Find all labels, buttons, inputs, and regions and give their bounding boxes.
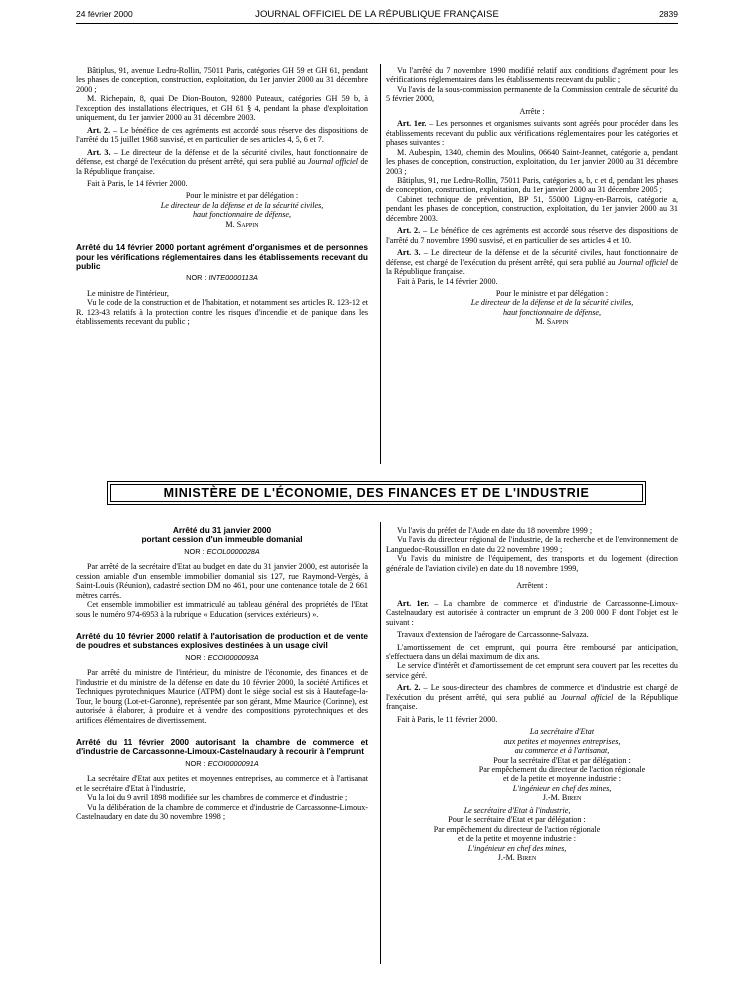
article-3: Art. 3. – Le directeur de la défense et de la sécurité civiles, haut fonctionnaire de défense, est chargé de l'exécution du présent arrêté, qui sera publié au Journal officiel de la République française. [386,248,679,277]
signature-line: et de la petite et moyenne industrie : [503,774,621,784]
page-header [76,9,678,23]
ministry-banner-title: MINISTÈRE DE L'ÉCONOMIE, DES FINANCES ET DE L'INDUSTRIE [110,484,643,502]
paragraph: L'amortissement de cet emprunt, qui pourra être remboursé par anticipation, s'effectuera dans un délai maximum de dix ans. [386,642,678,661]
nor-reference: NOR : INTE0000113A [186,273,258,283]
paragraph: La secrétaire d'Etat aux petites et moyennes entreprises, au commerce et à l'artisanat et le secrétaire d'Etat à l'industrie, [76,774,368,793]
signature-line: Le directeur de la défense et de la sécurité civiles, [470,298,634,308]
signature-line: Pour le ministre et par délégation : [185,191,299,201]
nor-reference: NOR : ECOL0000028A [184,546,260,556]
done-at: Fait à Paris, le 14 février 2000. [87,178,188,188]
paragraph: Par arrêté de la secrétaire d'Etat au budget en date du 31 janvier 2000, est autorisée la cession amiable d'un ensemble immobilier domanial sis 127, rue Raymond-Vergès, à Saint-Louis (Réunion), cadastré section DM no 461, pour une contenance totale de 2 661 mètres carrés. [76,562,368,600]
paragraph: Vu l'arrêté du 7 novembre 1990 modifié relatif aux conditions d'agrément pour les vérifications réglementaires dans les établissements recevant du public ; [386,66,678,85]
signatory-name: M. Sappin [225,219,259,229]
signature-line: Le directeur de la défense et de la sécurité civiles, [160,200,324,210]
article-2: Art. 2. – Le bénéfice de ces agréments est accordé sous réserve des dispositions de l'arrêté du 7 novembre 1990 susvisé, et en particulier de ses articles 4 et 10. [386,226,678,245]
signature-line: haut fonctionnaire de défense, [502,307,602,317]
signature-line: Pour le secrétaire d'Etat et par délégation : [448,815,586,825]
paragraph: Travaux d'extension de l'aérogare de Carcassonne-Salvaza. [397,630,589,640]
ministry-banner [107,481,646,505]
signature-line: haut fonctionnaire de défense, [192,210,292,220]
done-at: Fait à Paris, le 11 février 2000. [397,714,498,724]
signature-line: L'ingénieur en chef des mines, [512,783,612,793]
bottom-right-column [386,526,678,863]
signature-line: Par empêchement du directeur de l'action régionale [478,764,646,774]
paragraph: Vu l'avis du préfet de l'Aude en date du 18 novembre 1999 ; [397,526,593,535]
paragraph: Vu l'avis du directeur régional de l'industrie, de la recherche et de l'environnement de Languedoc-Roussillon en date du 22 novembre 1999 ; [386,535,678,554]
signatory-name: J.-M. Biren [497,853,537,863]
header-rule [76,23,678,24]
paragraph: Bâtiplus, 91, rue Ledru-Rollin, 75011 Paris, catégories a, b, c et d, pendant les phases de conception, construction, exploitation, du 1er janvier 2000 au 31 décembre 2005 ; [386,175,678,195]
decree-title: Arrêté du 14 février 2000 portant agrément d'organismes et de personnes pour les vérifications réglementaires dans les établissements recevant du public [76,242,368,272]
signature-line: aux petites et moyennes entreprises, [503,736,621,746]
signature-line: Pour le ministre et par délégation : [495,288,609,298]
paragraph: Le ministre de l'intérieur, [87,288,169,298]
paragraph: Vu l'avis du ministre de l'équipement, des transports et du logement (direction générale de l'aviation civile) en date du 18 novembre 1999, [386,554,678,573]
decrees-word: Arrête : [519,106,545,116]
paragraph: Vu l'avis de la sous-commission permanente de la Commission centrale de sécurité du 5 février 2000, [386,84,678,104]
paragraph: Bâtiplus, 91, avenue Ledru-Rollin, 75011 Paris, catégories GH 59 et GH 61, pendant les phases de conception, construction, exploitation, du 1er janvier 2000 au 31 décembre 2000 ; [76,66,368,94]
nor-reference: NOR : ECOI0000093A [185,652,259,662]
article-1: Art. 1er. – Les personnes et organismes suivants sont agréés pour procéder dans les établissements recevant du public aux vérifications réglementaires pour les catégories et phases suivantes : [386,119,678,148]
paragraph: Vu la loi du 9 avril 1898 modifiée sur les chambres de commerce et d'industrie ; [87,793,348,803]
article-2: Art. 2. – Le sous-directeur des chambres de commerce et d'industrie est chargé de l'exécution du présent arrêté, qui sera publié au Journal officiel de la République française. [386,683,679,712]
done-at: Fait à Paris, le 14 février 2000. [397,276,498,286]
decree-title: Arrêté du 11 février 2000 autorisant la chambre de commerce et d'industrie de Carcassonne-Limoux-Castelnaudary à recourir à l'emprunt [76,736,368,757]
paragraph: Cabinet technique de prévention, BP 51, 55000 Ligny-en-Barrois, catégorie a, pendant les phases de conception, construction, exploitation, du 1er janvier 2000 au 31 décembre 2003. [386,194,678,223]
paragraph: Cet ensemble immobilier est immatriculé au tableau général des propriétés de l'Etat sous le numéro 974-6953 à la rubrique « Education (services extérieurs) ». [76,600,368,619]
paragraph: M. Aubespin, 1340, chemin des Moulins, 06640 Saint-Jeannet, catégorie a, pendant les phases de conception, construction, exploitation, du 1er janvier 2000 au 31 décembre 2003 ; [386,147,678,176]
column-separator [380,64,381,464]
decree-title: Arrêté du 10 février 2000 relatif à l'autorisation de production et de vente de poudres et substances explosives destinées à un usage civil [76,630,368,651]
signatory-name: J.-M. Biren [542,793,582,803]
top-right-column [386,66,678,327]
column-separator [380,522,381,964]
signature-line: Le secrétaire d'Etat à l'industrie, [463,805,571,815]
bottom-left-column [76,526,368,822]
signature-line: Pour la secrétaire d'Etat et par délégation : [493,755,631,765]
signature-line: L'ingénieur en chef des mines, [467,843,567,853]
signature-line: et de la petite et moyenne industrie : [458,834,576,844]
top-left-column [76,66,368,327]
article-1: Art. 1er. – La chambre de commerce et d'industrie de Carcassonne-Limoux-Castelnaudary est autorisée à contracter un emprunt de 3 200 000 F dont l'objet est le suivant : [386,598,678,627]
nor-reference: NOR : ECOI0000091A [185,758,259,768]
signatory-name: M. Sappin [535,317,569,327]
signature-line: La secrétaire d'Etat [529,727,595,737]
page-number: 2839 [659,9,678,19]
article-3: Art. 3. – Le directeur de la défense et de la sécurité civiles, haut fonctionnaire de défense, est chargé de l'exécution du présent arrêté, qui sera publié au Journal officiel de la République française. [76,147,369,176]
signature-line: Par empêchement du directeur de l'action régionale [433,824,601,834]
paragraph: Vu la délibération de la chambre de commerce et d'industrie de Carcassonne-Limoux-Castelnaudary en date du 30 novembre 1998 ; [76,802,368,822]
decrees-word: Arrêtent : [516,581,548,591]
article-2: Art. 2. – Le bénéfice de ces agréments est accordé sous réserve des dispositions de l'arrêté du 15 juillet 1968 susvisé, et en particulier de ses articles 4, 5, 6 et 7. [76,125,368,145]
header-date: 24 février 2000 [76,9,133,19]
paragraph: Vu le code de la construction et de l'habitation, et notamment ses articles R. 123-12 et R. 123-43 relatifs à la protection contre les risques d'incendie et de panique dans les établissements recevant du public ; [76,298,368,327]
paragraph: Le service d'intérêt et d'amortissement de cet emprunt sera couvert par les recettes du service géré. [386,661,678,680]
header-title: JOURNAL OFFICIEL DE LA RÉPUBLIQUE FRANÇAISE [255,9,499,20]
paragraph: Par arrêté du ministre de l'intérieur, du ministre de l'économie, des finances et de l'industrie et du ministre de la défense en date du 10 février 2000, la société Artifices et Techniques pyrotechniques Maurice (ATPM) dont le siège social est sis à Hautefage-la-Tour, le bourg (Lot-et-Garonne), représentée par son gérant, Mme Maurice (Corinne), est autorisée à élaborer, à produire et à vendre des compositions pyrotechniques et des artifices élémentaires de divertissement. [76,668,368,725]
decree-title: Arrêté du 31 janvier 2000 [172,525,272,535]
signature-line: au commerce et à l'artisanat, [514,746,610,756]
paragraph: M. Richepain, 8, quai De Dion-Bouton, 92800 Puteaux, catégories GH 59 b, à l'exception des installations électriques, et GH 61 § 4, pendant la phase d'exploitation uniquement, du 1er janvier 2000 au 31 décembre 2003. [76,94,368,123]
decree-title: portant cession d'un immeuble domanial [141,534,303,545]
